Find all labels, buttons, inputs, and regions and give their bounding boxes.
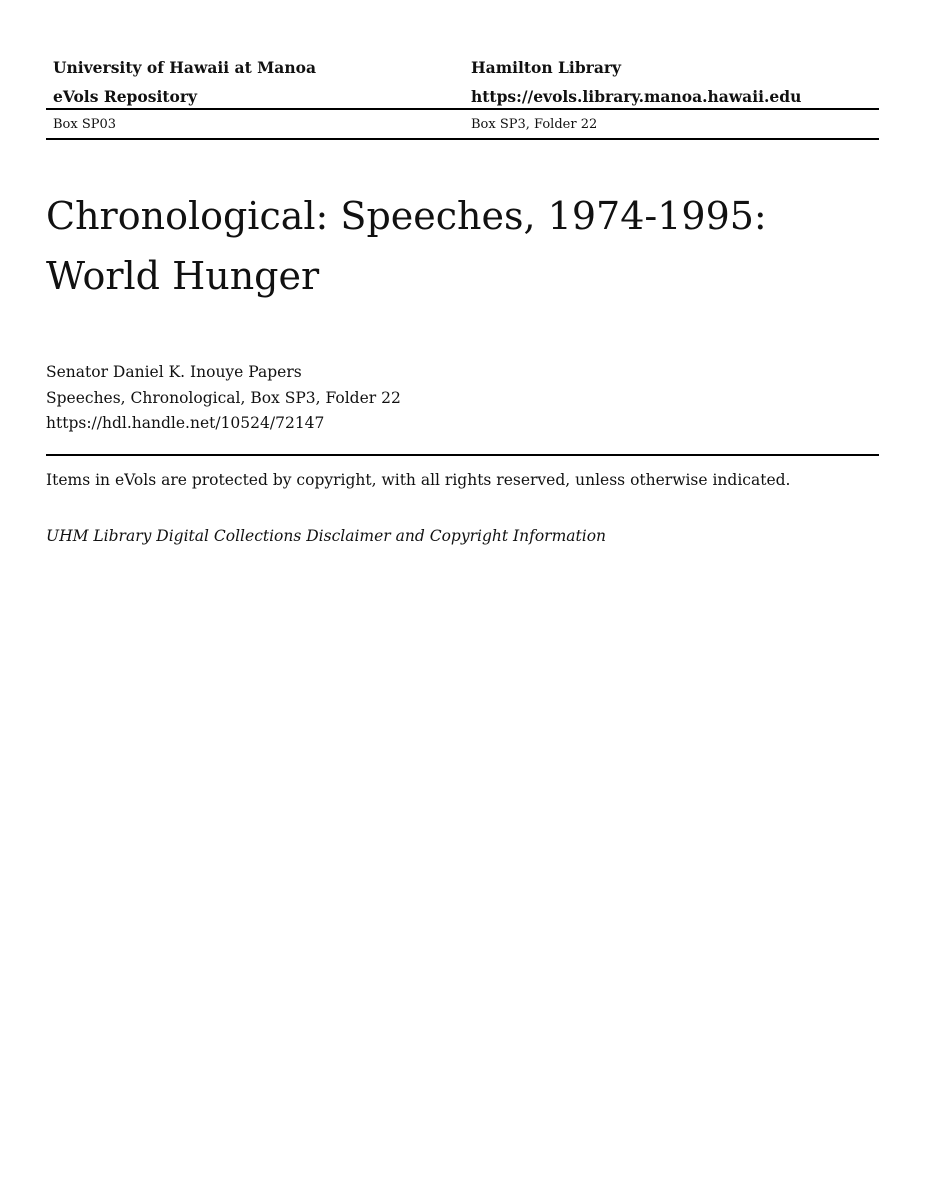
- institution-name: University of Hawaii at Manoa: [53, 58, 316, 77]
- box-folder-label: Box SP3, Folder 22: [471, 117, 598, 132]
- copyright-notice: Items in eVols are protected by copyright, with all rights reserved, unless otherwise indicated.: [46, 471, 791, 489]
- collection-name: Senator Daniel K. Inouye Papers: [46, 363, 302, 381]
- document-title-line-2: World Hunger: [46, 254, 320, 298]
- handle-link[interactable]: https://hdl.handle.net/10524/72147: [46, 414, 325, 432]
- header-row-repository: [46, 81, 879, 110]
- document-title: [46, 186, 879, 306]
- series-location: Speeches, Chronological, Box SP3, Folder 22: [46, 388, 401, 407]
- disclaimer-link[interactable]: UHM Library Digital Collections Disclaimer and Copyright Information: [46, 527, 607, 545]
- repository-url[interactable]: https://evols.library.manoa.hawaii.edu: [471, 87, 802, 106]
- header-row-institution: [46, 52, 879, 81]
- document-metadata: [46, 360, 879, 437]
- document-title-line-1: Chronological: Speeches, 1974-1995:: [46, 194, 767, 238]
- library-name: Hamilton Library: [471, 58, 622, 77]
- header-table: [46, 52, 879, 140]
- repository-name: eVols Repository: [53, 87, 198, 106]
- header-row-box: [46, 110, 879, 140]
- divider: [46, 454, 879, 456]
- box-label: Box SP03: [53, 117, 117, 132]
